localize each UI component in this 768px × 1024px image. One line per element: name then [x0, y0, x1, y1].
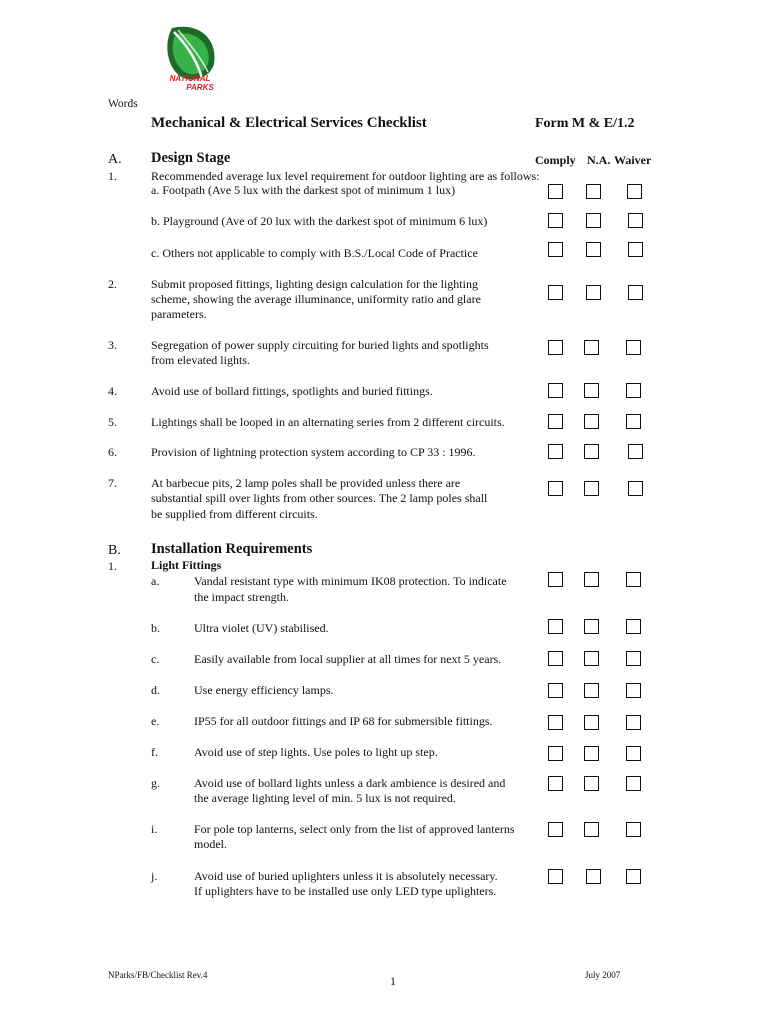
- sub-item-letter: b.: [151, 621, 160, 635]
- item-text: scheme, showing the average illuminance, uniformity ratio and glare: [151, 292, 481, 306]
- comply-checkbox[interactable]: [548, 213, 563, 228]
- column-header-comply: Comply: [535, 153, 576, 167]
- sub-item-letter: j.: [151, 869, 158, 883]
- waiver-checkbox[interactable]: [626, 715, 641, 730]
- waiver-checkbox[interactable]: [626, 869, 641, 884]
- item-text: Use energy efficiency lamps.: [194, 683, 334, 697]
- page-number: 1: [390, 974, 396, 988]
- item-text: a. Footpath (Ave 5 lux with the darkest spot of minimum 1 lux): [151, 183, 456, 197]
- item-text: Avoid use of step lights. Use poles to light up step.: [194, 745, 438, 759]
- na-checkbox[interactable]: [584, 414, 599, 429]
- footer-revision: NParks/FB/Checklist Rev.4: [108, 970, 208, 980]
- comply-checkbox[interactable]: [548, 285, 563, 300]
- waiver-checkbox[interactable]: [628, 213, 643, 228]
- waiver-checkbox[interactable]: [626, 683, 641, 698]
- na-checkbox[interactable]: [586, 242, 601, 257]
- item-text: Easily available from local supplier at all times for next 5 years.: [194, 652, 502, 666]
- item-text: model.: [194, 837, 227, 851]
- item-number: 1.: [108, 559, 117, 573]
- item-number: 4.: [108, 384, 117, 398]
- na-checkbox[interactable]: [584, 481, 599, 496]
- comply-checkbox[interactable]: [548, 383, 563, 398]
- item-number: 5.: [108, 415, 117, 429]
- comply-checkbox[interactable]: [548, 822, 563, 837]
- item-text: Avoid use of bollard fittings, spotlights and buried fittings.: [151, 384, 433, 398]
- na-checkbox[interactable]: [584, 776, 599, 791]
- na-checkbox[interactable]: [586, 213, 601, 228]
- comply-checkbox[interactable]: [548, 776, 563, 791]
- waiver-checkbox[interactable]: [626, 383, 641, 398]
- sub-item-letter: i.: [151, 822, 158, 836]
- comply-checkbox[interactable]: [548, 340, 563, 355]
- na-checkbox[interactable]: [584, 822, 599, 837]
- waiver-checkbox[interactable]: [628, 242, 643, 257]
- comply-checkbox[interactable]: [548, 715, 563, 730]
- section-b-letter: B.: [108, 543, 121, 558]
- item-number: 2.: [108, 277, 117, 291]
- comply-checkbox[interactable]: [548, 444, 563, 459]
- item-text: parameters.: [151, 307, 207, 321]
- footer-date: July 2007: [585, 970, 621, 980]
- item-text: substantial spill over lights from other sources. The 2 lamp poles shall: [151, 491, 488, 505]
- item-number: 6.: [108, 445, 117, 459]
- sub-item-letter: f.: [151, 745, 158, 759]
- waiver-checkbox[interactable]: [626, 776, 641, 791]
- comply-checkbox[interactable]: [548, 683, 563, 698]
- comply-checkbox[interactable]: [548, 651, 563, 666]
- sub-item-letter: a.: [151, 574, 160, 588]
- na-checkbox[interactable]: [584, 383, 599, 398]
- waiver-checkbox[interactable]: [626, 651, 641, 666]
- item-text: Vandal resistant type with minimum IK08 protection. To indicate: [194, 574, 507, 588]
- column-header-waiver: Waiver: [614, 153, 652, 167]
- item-text: be supplied from different circuits.: [151, 507, 318, 521]
- item-text: Avoid use of buried uplighters unless it is absolutely necessary.: [194, 869, 498, 883]
- sub-item-letter: d.: [151, 683, 160, 697]
- waiver-checkbox[interactable]: [627, 184, 642, 199]
- comply-checkbox[interactable]: [548, 184, 563, 199]
- item-text: the impact strength.: [194, 590, 289, 604]
- comply-checkbox[interactable]: [548, 619, 563, 634]
- column-header-na: N.A.: [587, 153, 611, 167]
- na-checkbox[interactable]: [584, 715, 599, 730]
- page-title: Mechanical & Electrical Services Checklist: [151, 115, 427, 131]
- na-checkbox[interactable]: [584, 683, 599, 698]
- na-checkbox[interactable]: [584, 340, 599, 355]
- comply-checkbox[interactable]: [548, 746, 563, 761]
- comply-checkbox[interactable]: [548, 572, 563, 587]
- section-a-letter: A.: [108, 152, 122, 167]
- waiver-checkbox[interactable]: [626, 822, 641, 837]
- item-text: Provision of lightning protection system according to CP 33 : 1996.: [151, 445, 476, 459]
- item-text: from elevated lights.: [151, 353, 250, 367]
- item-text: Lightings shall be looped in an alternating series from 2 different circuits.: [151, 415, 505, 429]
- waiver-checkbox[interactable]: [626, 746, 641, 761]
- na-checkbox[interactable]: [586, 869, 601, 884]
- waiver-checkbox[interactable]: [626, 414, 641, 429]
- na-checkbox[interactable]: [584, 619, 599, 634]
- item-text: At barbecue pits, 2 lamp poles shall be provided unless there are: [151, 476, 461, 490]
- waiver-checkbox[interactable]: [626, 340, 641, 355]
- item-number: 7.: [108, 476, 117, 490]
- sub-item-letter: c.: [151, 652, 160, 666]
- comply-checkbox[interactable]: [548, 414, 563, 429]
- words-label: Words: [108, 98, 138, 110]
- waiver-checkbox[interactable]: [626, 619, 641, 634]
- comply-checkbox[interactable]: [548, 869, 563, 884]
- item-text: Segregation of power supply circuiting for buried lights and spotlights: [151, 338, 489, 352]
- comply-checkbox[interactable]: [548, 242, 563, 257]
- waiver-checkbox[interactable]: [628, 444, 643, 459]
- na-checkbox[interactable]: [584, 572, 599, 587]
- waiver-checkbox[interactable]: [628, 481, 643, 496]
- item-text: the average lighting level of min. 5 lux is not required.: [194, 791, 456, 805]
- item-text: Ultra violet (UV) stabilised.: [194, 621, 329, 635]
- waiver-checkbox[interactable]: [628, 285, 643, 300]
- sub-item-letter: g.: [151, 776, 160, 790]
- item-text: c. Others not applicable to comply with B.S./Local Code of Practice: [151, 246, 478, 260]
- item-text: b. Playground (Ave of 20 lux with the darkest spot of minimum 6 lux): [151, 214, 488, 228]
- item-text: For pole top lanterns, select only from the list of approved lanterns: [194, 822, 515, 836]
- logo-text-national: NATIONAL: [169, 74, 211, 83]
- na-checkbox[interactable]: [584, 651, 599, 666]
- logo-text-parks: PARKS: [186, 83, 214, 92]
- item-text: IP55 for all outdoor fittings and IP 68 for submersible fittings.: [194, 714, 493, 728]
- sub-item-letter: e.: [151, 714, 160, 728]
- na-checkbox[interactable]: [586, 184, 601, 199]
- national-parks-logo: [158, 20, 222, 96]
- form-number: Form M & E/1.2: [535, 116, 635, 131]
- na-checkbox[interactable]: [584, 746, 599, 761]
- comply-checkbox[interactable]: [548, 481, 563, 496]
- section-b-title: Installation Requirements: [151, 541, 313, 557]
- waiver-checkbox[interactable]: [626, 572, 641, 587]
- item-text: Avoid use of bollard lights unless a dark ambience is desired and: [194, 776, 506, 790]
- item-number: 1.: [108, 169, 117, 183]
- item-text: Recommended average lux level requirement for outdoor lighting are as follows:: [151, 169, 540, 183]
- item-number: 3.: [108, 338, 117, 352]
- na-checkbox[interactable]: [584, 444, 599, 459]
- item-text: Submit proposed fittings, lighting design calculation for the lighting: [151, 277, 478, 291]
- section-a-title: Design Stage: [151, 150, 231, 166]
- subsection-title: Light Fittings: [151, 558, 222, 572]
- item-text: If uplighters have to be installed use only LED type uplighters.: [194, 884, 497, 898]
- na-checkbox[interactable]: [586, 285, 601, 300]
